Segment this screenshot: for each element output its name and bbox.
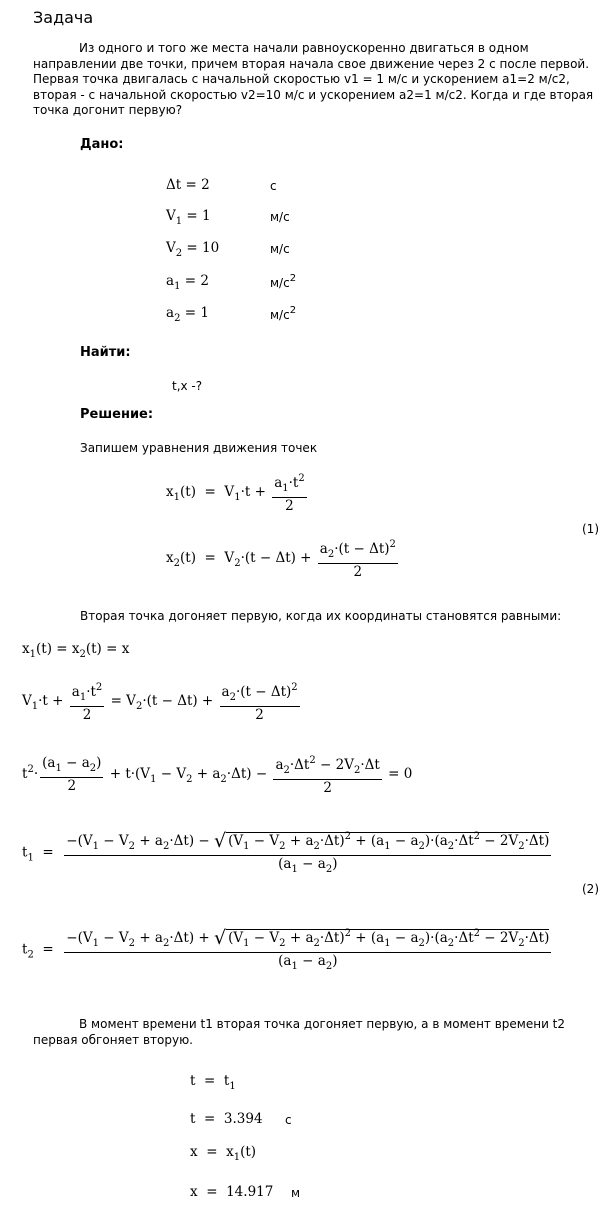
equation-number-1: (1) [582,522,599,536]
result-x-value: 14.917 [226,1184,274,1200]
step1-text: Запишем уравнения движения точек [80,441,318,455]
given-heading: Дано: [80,137,124,152]
given-dt-unit: с [270,179,277,193]
eq-t2: $t_2$ = $-(V_1 - V_2 + a_2\cdot\Delta t)$ + √ $(V_1 - V_2 + a_2\cdot\Delta t)^2 + (a_1 - a_2)\cdot(a_2\cdot\Delta t^2 - 2V_2\cdot\Delta t)$ $(a_1 - a_2)$ [22,927,550,972]
eq-x2: $x_2(t) = V_2\cdot(t - \Delta t)$ + $\frac{a_2\cdot(t - \Delta t)^2}{2}$ [166,536,400,581]
result-x-unit: м [291,1186,301,1200]
solution-heading: Решение: [80,407,154,422]
given-a1-unit: $м/с^2$ [270,273,297,290]
given-v2-unit: м/с [270,242,290,256]
result-x: x = 14.917 [190,1184,274,1200]
given-v1-unit: м/с [270,210,290,224]
step2-text: Вторая точка догоняет первую, когда их координаты становятся равными: [80,609,562,623]
result-t-unit: с [285,1113,292,1127]
step3-text: В момент времени t1 вторая точка догоняет первую, а в момент времени t2 первая обгоняет вторую. [33,1017,566,1047]
find-text: t,x -? [172,379,203,393]
find-heading: Найти: [80,345,131,360]
eq-equal-coords: $x_1(t) = x_2(t) = x$ [22,641,130,660]
equation-number-2: (2) [582,882,599,896]
given-v1: $V_1 = 1$ [166,208,211,227]
given-a1: $a_1 = 2$ [166,273,209,292]
eq-t1: $t_1$ = $-(V_1 - V_2 + a_2\cdot\Delta t)$ − √ $(V_1 - V_2 + a_2\cdot\Delta t)^2 + (a_1 - a_2)\cdot(a_2\cdot\Delta t^2 - 2V_2\cdot\Delta t)$ $(a_1 - a_2)$ [22,830,550,875]
eq-equate: $V_1\cdot t$ + $\frac{a_1\cdot t^2}{2}$ = $V_2\cdot(t - \Delta t)$ + $\frac{a_2\cdot(t - \Delta t)^2}{2}$ [22,679,302,724]
eq-x-equals-x1: $x = x_1(t)$ [190,1144,257,1163]
eq-x1: $x_1(t) = V_1\cdot t$ + $\frac{a_1\cdot t^2}{2}$ [166,470,309,515]
eq-t-equals-t1: $t = t_1$ [190,1073,236,1092]
given-a2-unit: $м/с^2$ [270,305,297,322]
page-title: Задача [33,8,94,27]
problem-statement: Из одного и того же места начали равноускоренно двигаться в одном направлении две точки, причем вторая начала свое движение через 2 с после первой. Первая точка двигалась с начальной скоростью v1 = 1 м/с и ускорением a1=2 м/с2, вторая - с начальной скоростью v2=10 м/с и ускорением a2=1 м/с2. Когда и где вторая точка догонит первую? [33,41,594,117]
result-t: t = 3.394 [190,1111,263,1127]
result-t-value: 3.394 [223,1111,263,1127]
given-v2: $V_2 = 10$ [166,240,220,259]
given-a2: $a_2 = 1$ [166,305,209,324]
eq-quadratic: $t^2\cdot$ $\frac{(a_1 - a_2)}{2}$ + $t\cdot(V_1 - V_2 + a_2\cdot\Delta t)$ − $\frac{a_2\cdot\Delta t^2 - 2V_2\cdot\Delta t}{2}$ = 0 [22,752,412,797]
given-dt: Δt = 2 [166,177,210,193]
